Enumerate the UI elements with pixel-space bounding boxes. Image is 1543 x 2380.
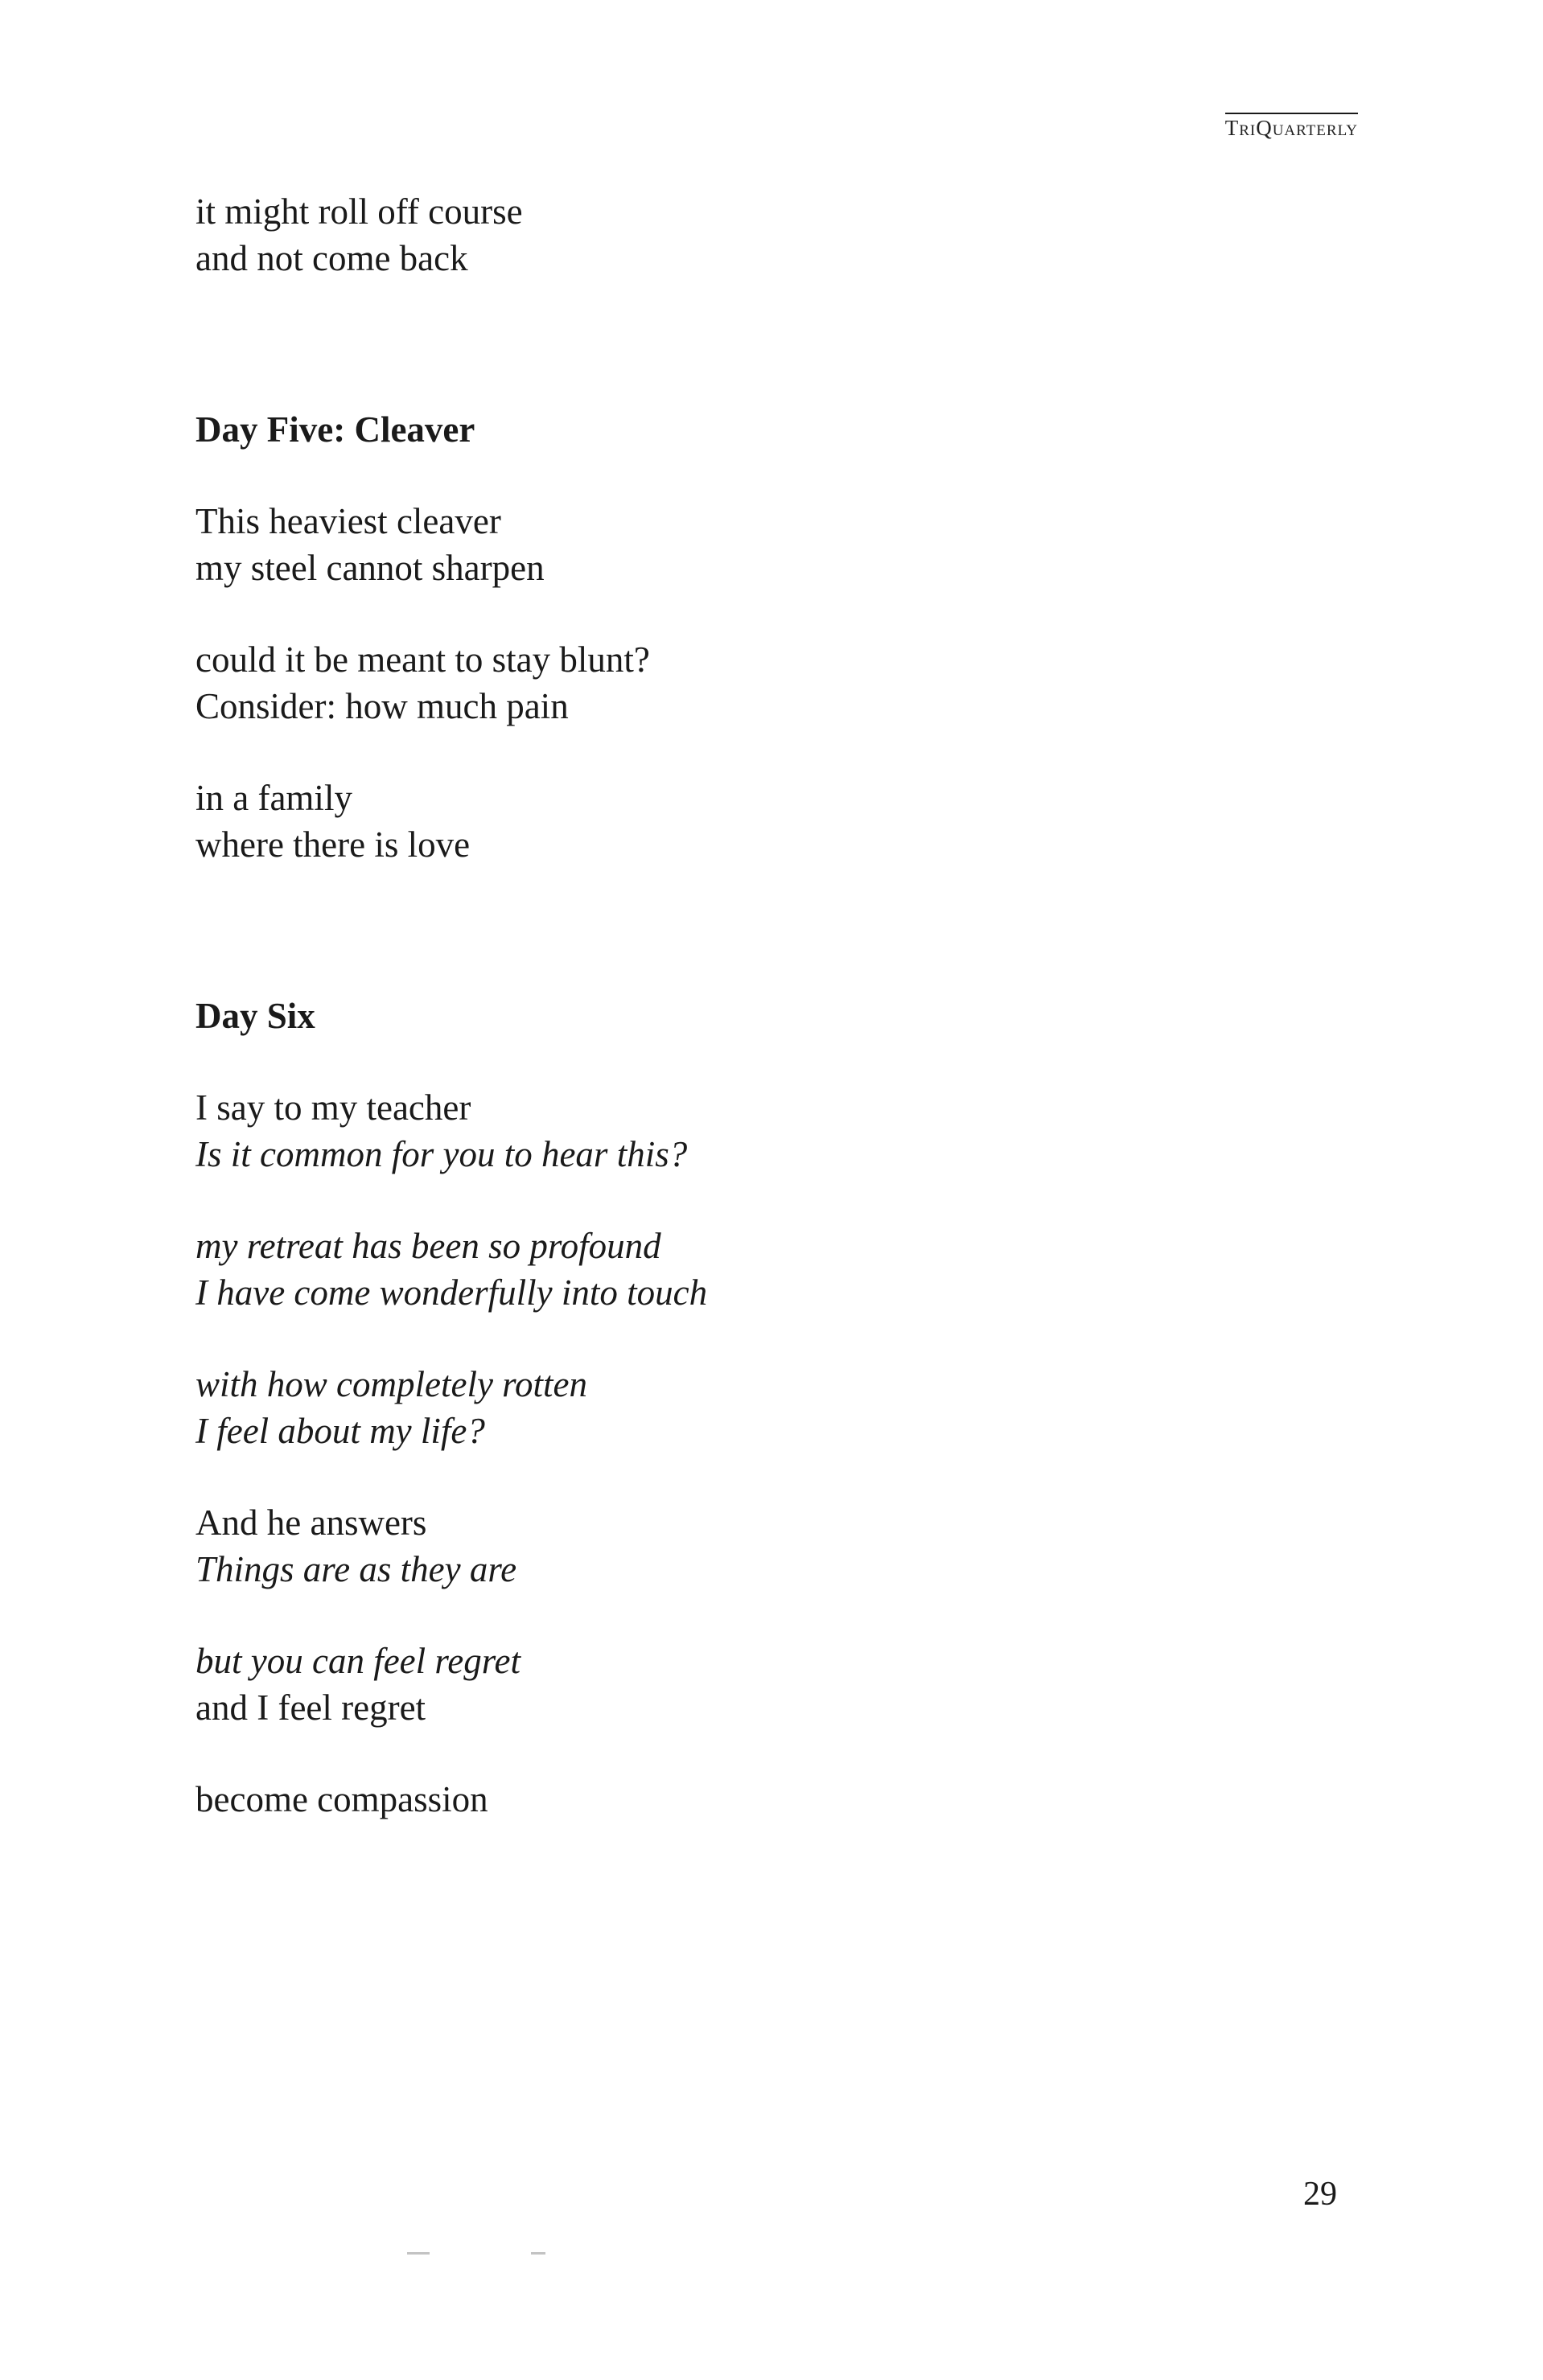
poem-line: where there is love [195,824,471,865]
poem-line: And he answers [195,1502,427,1543]
stanza [195,1084,1241,1178]
poem-line: and not come back [195,238,468,278]
poem-line: could it be meant to stay blunt? [195,639,650,680]
poem-line-italic: I feel about my life? [195,1411,485,1451]
poem-line-italic: my retreat has been so profound [195,1226,661,1266]
stanza [195,1361,1241,1454]
opening-stanza [195,188,1241,282]
poem-line-italic: Is it common for you to hear this? [195,1134,688,1174]
stanza [195,1776,1241,1823]
stanza [195,775,1241,868]
stanza [195,1223,1241,1316]
poem-line-italic: with how completely rotten [195,1364,588,1404]
poem-line: it might roll off course [195,191,523,232]
poem-line: become compassion [195,1779,488,1819]
poem-line-italic: I have come wonderfully into touch [195,1272,708,1313]
poem-line: and I feel regret [195,1687,426,1728]
page-number: 29 [1303,2176,1337,2213]
poem-line-italic: but you can feel regret [195,1641,521,1681]
poem-line: my steel cannot sharpen [195,548,545,588]
poem-body [195,188,1241,1823]
poem-line: Consider: how much pain [195,686,569,726]
stanza [195,498,1241,591]
stanza [195,1638,1241,1731]
stanza [195,636,1241,730]
poem-line: This heaviest cleaver [195,501,501,541]
running-head: TriQuarterly [1225,113,1358,141]
scan-smudge [407,2252,430,2255]
section-heading-day-six: Day Six [195,996,315,1036]
section-heading-day-five: Day Five: Cleaver [195,409,475,450]
stanza [195,1499,1241,1593]
poem-line: I say to my teacher [195,1087,471,1128]
poem-line: in a family [195,778,352,818]
poem-line-italic: Things are as they are [195,1549,517,1589]
scan-smudge [531,2252,545,2255]
